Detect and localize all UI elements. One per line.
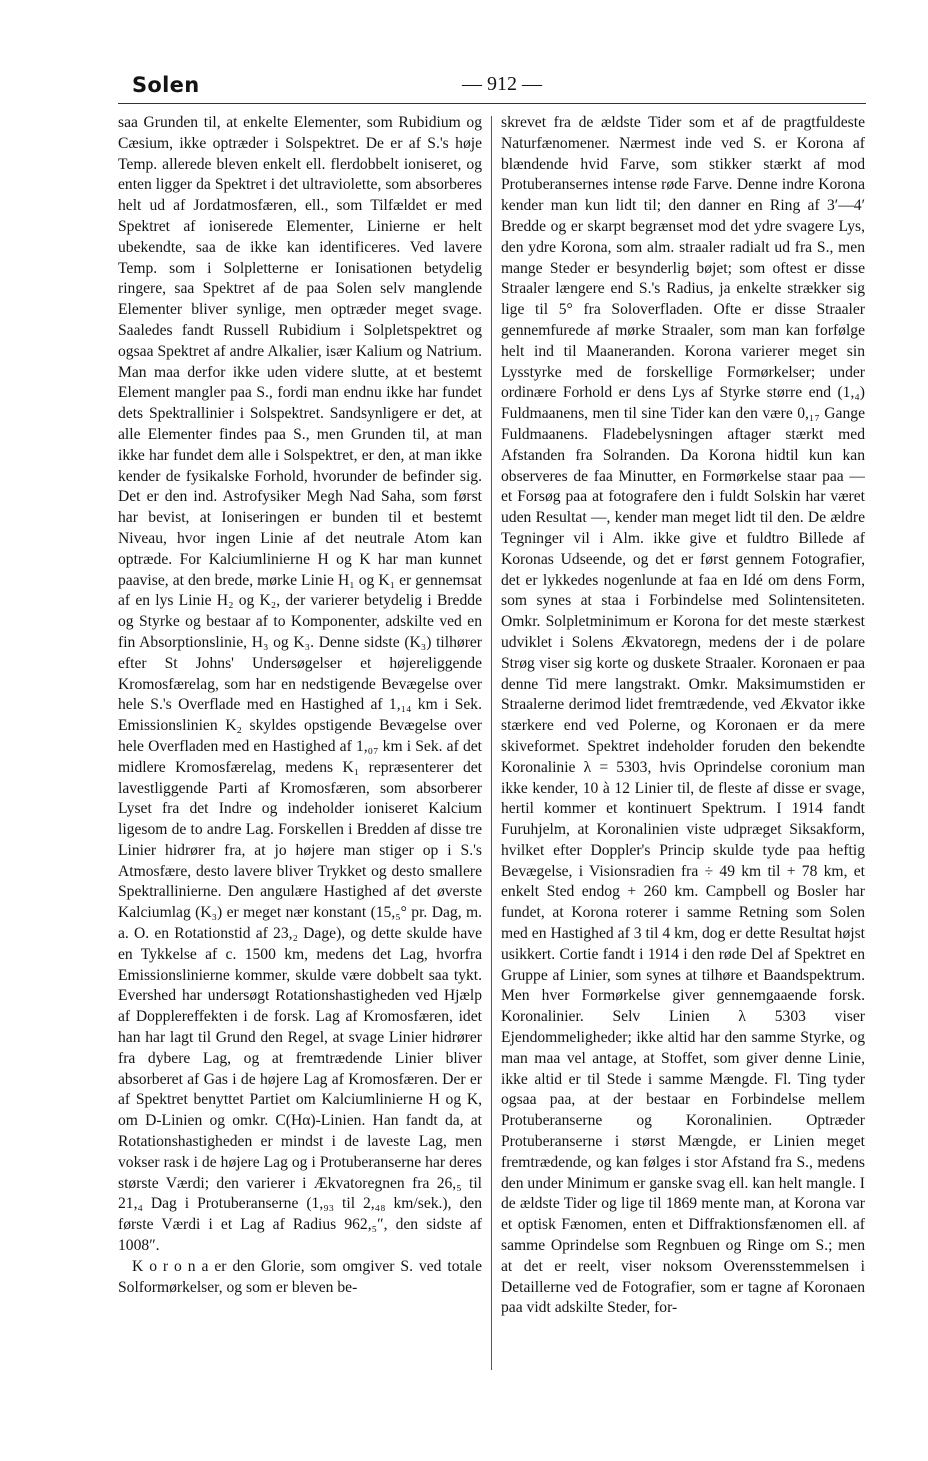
left-column xyxy=(118,113,482,1375)
left-column-paragraph-solar-elements: saa Grunden til, at enkelte Elementer, som Rubidium og Cæsium, ikke optræder i Solspektret. De er af S.'s høje Temp. allerede bleven enkelt ell. flerdobbelt ioniseret, og enten ligger da Spektret i det ultraviolette, som absorberes helt ud af Jordatmosfæren, ell., som Tilfældet er med Spektret af ioniserede Elementer, Linierne er helt ubekendte, saa de ikke kan identificeres. Ved lavere Temp. som i Solpletterne er Ionisationen betydelig ringere, saa Spektret af de paa Solen selv manglende Elementer bliver synlige, men optræder meget svage. Saaledes fandt Russell Rubidium i Solpletspektret og ogsaa Spektret af andre Alkalier, især Kalium og Natrium. Man maa derfor ikke uden videre slutte, at et bestemt Element mangler paa S., fordi man endnu ikke har fundet dets Spektrallinier i Solspektret. Sandsynligere er det, at alle Elementer findes paa S., men Grunden til, at man ikke har fundet dem alle i Solspektret, er den, at man ikke kender de fysikalske Forhold, hvorunder de befinder sig. Det er den ind. Astrofysiker Megh Nad Saha, som først har bevist, at Ioniseringen er bunden til et bestemt Niveau, hvor ingen Linie af det neutrale Atom kan optræde. For Kalciumlinierne H og K har man kunnet paavise, at den brede, mørke Linie H₁ og K₁ er gennemsat af en lys Linie H₂ og K₂, der varierer betydelig i Bredde og Styrke og bestaar af to Komponenter, adskilte ved en fin Absorptionslinie, H₃ og K₃. Denne sidste (K₃) tilhører efter St Johns' Undersøgelser et højereliggende Kromosfærelag, som har en nedstigende Bevægelse over hele S.'s Overflade med en Hastighed af 1,₁₄ km i Sek. Emissionslinien K₂ skyldes opstigende Bevægelse over hele Overfladen med en Hastighed af 1,₀₇ km i Sek. af det midlere Kromosfærelag, medens K₁ repræsenterer det lavestliggende Parti af Kromosfæren, som absorberer Lyset fra det Indre og indeholder ioniseret Kalcium ligesom de to andre Lag. Forskellen i Bredden af disse tre Linier hidrører fra, at jo højere man stiger op i S.'s Atmosfære, desto lavere bliver Trykket og desto smallere Spektrallinierne. Den angulære Hastighed af det øverste Kalciumlag (K₃) er meget nær konstant (15,₅° pr. Dag, m. a. O. en Rotationstid af 23,₂ Dage), og dette skulde have en Tykkelse af c. 1500 km, medens det Lag, hvorfra Emissionslinierne kommer, skulde være dobbelt saa tykt. Evershed har undersøgt Rotationshastigheden ved Hjælp af Dopplereffekten i de forsk. Lag af Kromosfæren, idet han har lagt til Grund den Regel, at svage Linier hidrører fra dybere Lag, og at fremtrædende Linier bliver absorberet af Gas i de højere Lag af Kromosfæren. Der er af Spektret benyttet Partiet om Kalciumlinierne H og K, om D-Linien og omkr. C(Hα)-Linien. Han fandt da, at Rotationshastigheden er mindst i de laveste Lag, men vokser rask i de højere Lag og i Protuberanserne har deres største Værdi; den varierer i Ækvatoregnen fra 26,₅ til 21,₄ Dag i Protuberanserne (1,₉₃ til 2,₄₈ km/sek.), den første Værdi i et Lag af Radius 962,₅″, den sidste af 1008″. xyxy=(118,114,482,1255)
running-title: Solen xyxy=(132,73,200,97)
page-header xyxy=(118,70,866,100)
left-column-paragraph-korona-intro: K o r o n a er den Glorie, som omgiver S. ved totale Solformørkelser, og som er bleven be- xyxy=(118,1257,482,1296)
right-column-paragraph-korona: skrevet fra de ældste Tider som et af de pragtfuldeste Naturfænomener. Nærmest inde ved S. er Korona af blændende hvid Farve, som stikker stærkt af mod Protuberansernes intense røde Farve. Denne indre Korona kender man kun lidt til; den danner en Ring af 3′—4′ Bredde og er skarpt begrænset mod det ydre svagere Lys, den ydre Korona, som alm. straaler radialt ud fra S., men mange Steder er besynderlig bøjet; som oftest er disse Straaler længere end S.'s Radius, ja enkelte strækker sig lige til 5° fra Soloverfladen. Ofte er disse Straaler gennemfurede af mørke Straaler, som man kan forfølge helt ind til Maaneranden. Korona varierer meget sin Lysstyrke med de forskellige Formørkelser; under ordinære Forhold er dens Lys af Styrke større end (1,₄) Fuldmaanens, men til sine Tider kan den være 0,₁₇ Gange Fuldmaanens. Fladebelysningen aftager stærkt med Afstanden fra Solranden. Da Korona hidtil kun kan observeres de faa Minutter, en Formørkelse staar paa — et Forsøg paa at fotografere den i fuldt Solskin har været uden Resultat —, kender man meget lidt til den. De ældre Tegninger vil i Alm. ikke give et fuldtro Billede af Koronas Udseende, og det er først gennem Fotografier, det er lykkedes nogenlunde at faa en Idé om dens Form, som synes at staa i Forbindelse med Solintensiteten. Omkr. Solpletminimum er Korona for det meste stærkest udviklet i Solens Ækvatoregn, medens der i de polare Strøg viser sig korte og duskete Straaler. Koronaen er paa denne Tid mere langstrakt. Omkr. Maksimumstiden er Straalerne derimod lidet fremtrædende, ved Ækvator ikke stærkere end ved Polerne, og Koronaen er da mere skiveformet. Spektret indeholder foruden den bekendte Koronalinie λ = 5303, hvis Oprindelse coronium man ikke kender, 10 à 12 Linier til, de fleste af disse er svage, hertil kommer et kontinuert Spektrum. I 1914 fandt Furuhjelm, at Koronalinien viste udpræget Siksakform, hvilket efter Doppler's Princip skulde tyde paa heftig Bevægelse, i Visionsradien fra ÷ 49 km til + 78 km, et enkelt Sted endog + 260 km. Campbell og Bosler har fundet, at Korona roterer i samme Retning som Solen med en Hastighed af 3 til 4 km, dog er dette Resultat højst usikkert. Cortie fandt i 1914 i den røde Del af Spektret en Gruppe af Linier, som synes at tilhøre et Baandspektrum. Men hver Formørkelse giver gennemgaaende forsk. Koronalinier. Selv Linien λ 5303 viser Ejendommeligheder; ikke altid har den samme Styrke, og man maa vel antage, at Stoffet, som giver denne Linie, ikke altid er til Stede i samme Mængde. Fl. Ting tyder ogsaa paa, at der bestaar en Forbindelse mellem Protuberanserne og Koronalinien. Optræder Protuberanserne i størst Mængde, er Linien meget fremtrædende, og kan følges i stor Afstand fra S., medens den under Minimum er ganske svag ell. kan helt mangle. I de ældste Tider og lige til 1869 mente man, at Korona var et optisk Fænomen, enten et Diffraktionsfænomen ell. af samme Oprindelse som Regnbuen og Ringe om S.; men at det er reelt, viser noksom Overensstemmelsen i Detaillerne ved de Fotografier, som er tagne af Koronaen paa vidt adskilte Steder, for- xyxy=(501,114,865,1317)
header-rule xyxy=(118,103,866,104)
column-divider xyxy=(491,116,492,1370)
page-number: — 912 — xyxy=(462,73,542,95)
right-column xyxy=(501,113,865,1375)
